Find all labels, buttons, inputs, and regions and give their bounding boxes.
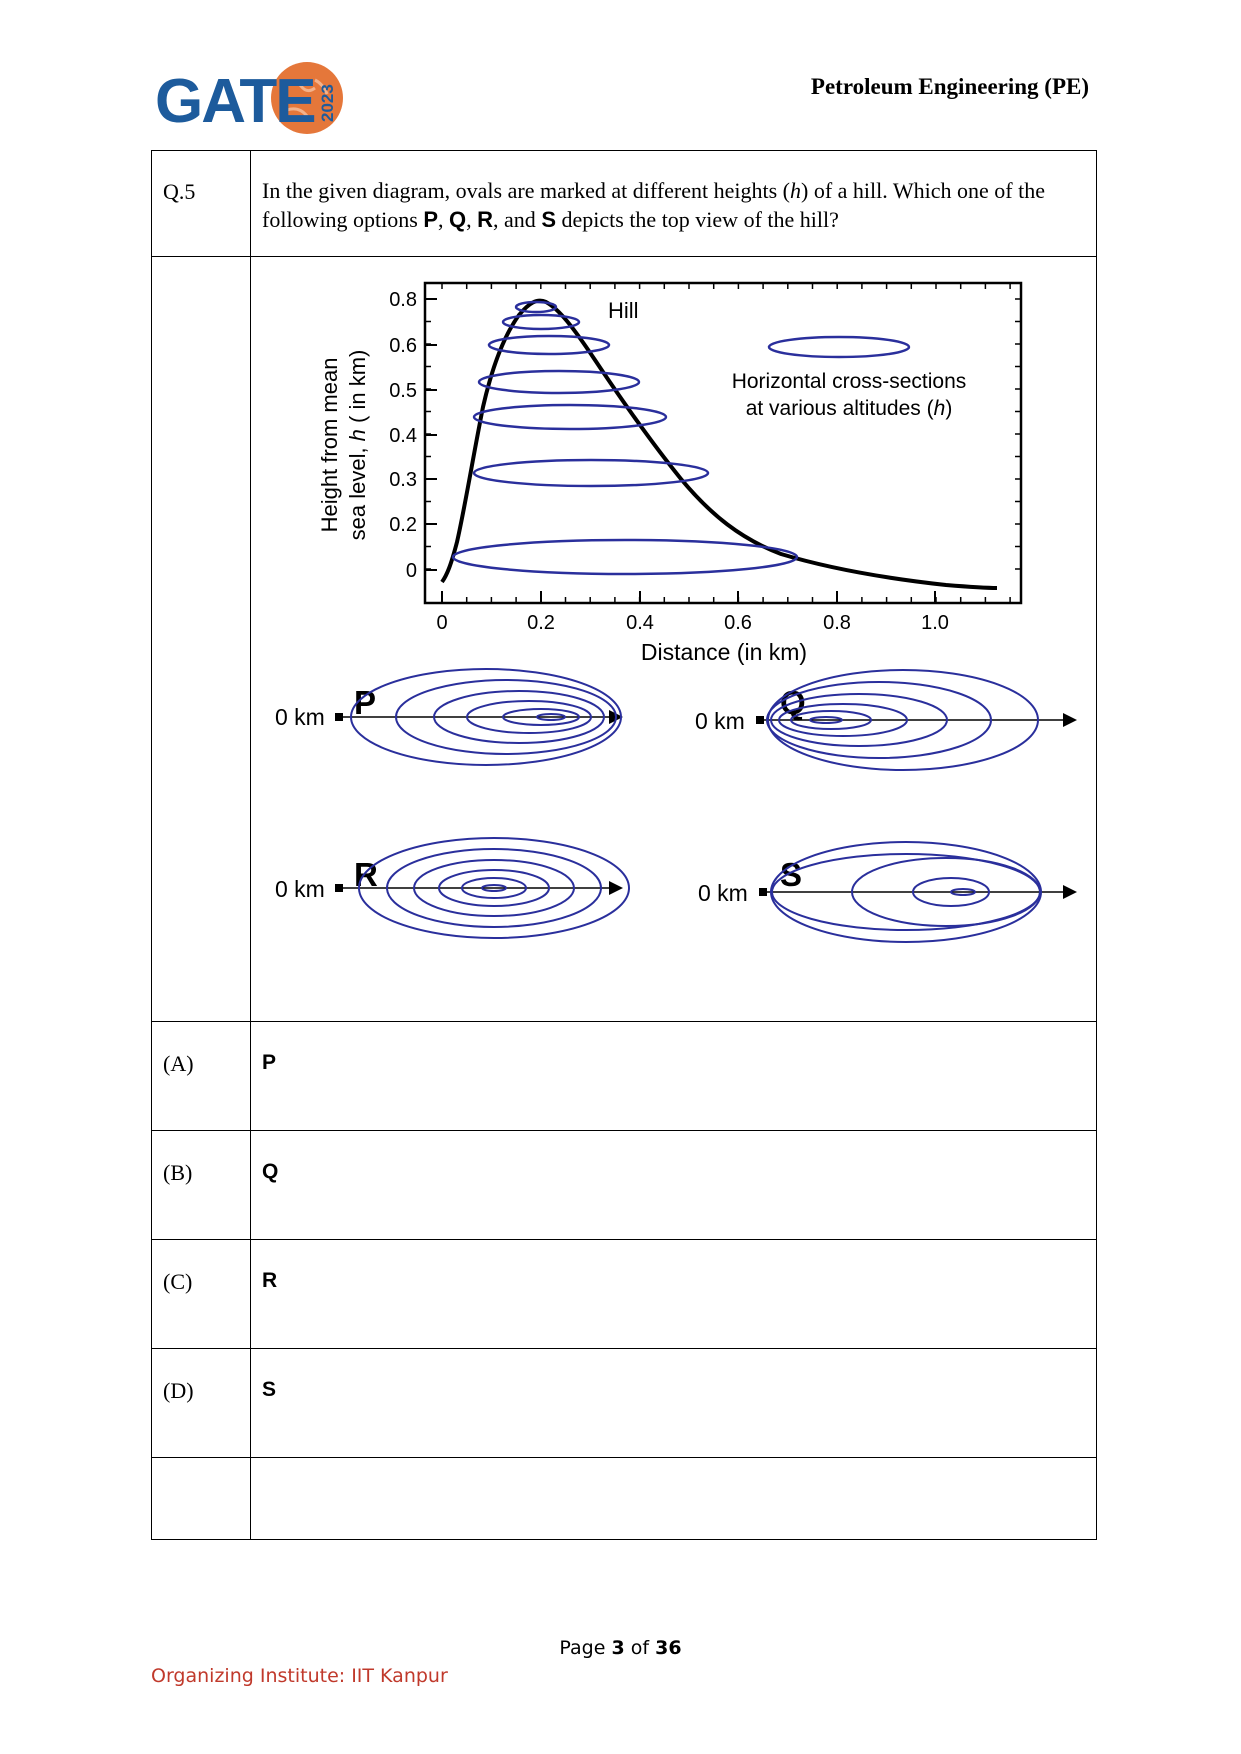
option-row-c: [152, 1240, 1097, 1349]
panel-q-arrow: [1063, 713, 1077, 727]
option-d-value: S: [251, 1349, 1097, 1458]
option-row-a: [152, 1022, 1097, 1131]
x-axis-label: Distance (in km): [640, 639, 808, 665]
oval-0-50: [479, 371, 639, 393]
option-row-b: [152, 1131, 1097, 1240]
x-tick-label: 0.6: [724, 612, 752, 634]
axis-ticks: [425, 283, 1021, 603]
panel-q-origin-marker: [756, 716, 764, 724]
option-b-value: Q: [251, 1131, 1097, 1240]
question-row: [152, 151, 1097, 257]
panel-q-label: Q: [780, 684, 806, 721]
question-text: In the given diagram, ovals are marked at different heights (h) of a hill. Which one of the following options P, Q, R, and S depicts the top view of the hill?: [251, 151, 1097, 257]
panel-r-origin-marker: [335, 884, 343, 892]
y-tick-label: 0.8: [389, 289, 417, 311]
option-b-label: (B): [152, 1131, 251, 1240]
option-d-label: (D): [152, 1349, 251, 1458]
panel-s-origin: 0 km: [698, 880, 748, 906]
legend-oval: [769, 337, 909, 357]
panel-r-label: R: [354, 856, 378, 893]
x-tick-label: 0.8: [823, 612, 851, 634]
y-tick-label: 0.5: [389, 380, 417, 402]
y-axis-label-line1: Height from mean: [317, 357, 342, 533]
x-tick-label: 0: [436, 612, 448, 634]
hill-curve: [442, 301, 997, 588]
gate-2023-logo: [155, 60, 355, 140]
panel-r-origin: 0 km: [275, 876, 325, 902]
panel-p-origin-marker: [335, 713, 343, 721]
option-a-label: (A): [152, 1022, 251, 1131]
y-tick-label: 0.6: [389, 335, 417, 357]
subject-title: Petroleum Engineering (PE): [810, 74, 1089, 99]
plot-frame: [425, 283, 1021, 603]
panel-s-label: S: [780, 856, 803, 893]
panel-s-arrow: [1063, 885, 1077, 899]
y-tick-label: 0.4: [389, 425, 417, 447]
organizing-institute: Organizing Institute: IIT Kanpur: [151, 1665, 448, 1687]
option-c-value: R: [251, 1240, 1097, 1349]
panel-p-label: P: [354, 684, 377, 721]
x-tick-label: 0.4: [626, 612, 654, 634]
panel-r: [275, 838, 629, 938]
page-number: Page 3 of 36: [559, 1637, 682, 1659]
figure-cell: [251, 257, 1097, 1022]
panel-p-origin: 0 km: [275, 704, 325, 730]
option-row-d: [152, 1349, 1097, 1458]
oval-0-40: [474, 405, 666, 429]
x-tick-label: 1.0: [921, 612, 949, 634]
panel-q-origin: 0 km: [695, 708, 745, 734]
oval-0-15: [453, 540, 797, 574]
legend-line1: Horizontal cross-sections: [731, 370, 967, 393]
question-number: Q.5: [152, 151, 251, 257]
panel-s: [698, 842, 1077, 942]
option-c-label: (C): [152, 1240, 251, 1349]
question-table: [151, 150, 1097, 1540]
oval-0-75: [516, 302, 556, 312]
figure-row: [152, 257, 1097, 1022]
logo-year: 2023: [318, 84, 337, 122]
y-axis-label-line2: sea level, h ( in km): [345, 349, 370, 541]
panel-r-arrow: [609, 881, 623, 895]
panel-q: [695, 670, 1077, 770]
h-symbol: h: [790, 178, 802, 203]
answer-row-empty: [152, 1458, 1097, 1540]
x-tick-labels: [436, 612, 948, 634]
y-tick-label: 0.3: [389, 469, 417, 491]
option-a-value: P: [251, 1022, 1097, 1131]
panel-s-origin-marker: [759, 888, 767, 896]
logo-text: GATE: [155, 67, 315, 136]
y-tick-label: 0: [405, 560, 417, 582]
legend-line2: at various altitudes (h): [745, 397, 953, 420]
panel-p: [275, 669, 623, 765]
hill-label: Hill: [608, 298, 639, 323]
x-tick-label: 0.2: [527, 612, 555, 634]
oval-0-28: [474, 460, 708, 486]
hill-figure: [251, 257, 1109, 1019]
y-tick-labels: [389, 289, 417, 582]
y-tick-label: 0.2: [389, 514, 417, 536]
oval-0-58: [489, 336, 609, 354]
